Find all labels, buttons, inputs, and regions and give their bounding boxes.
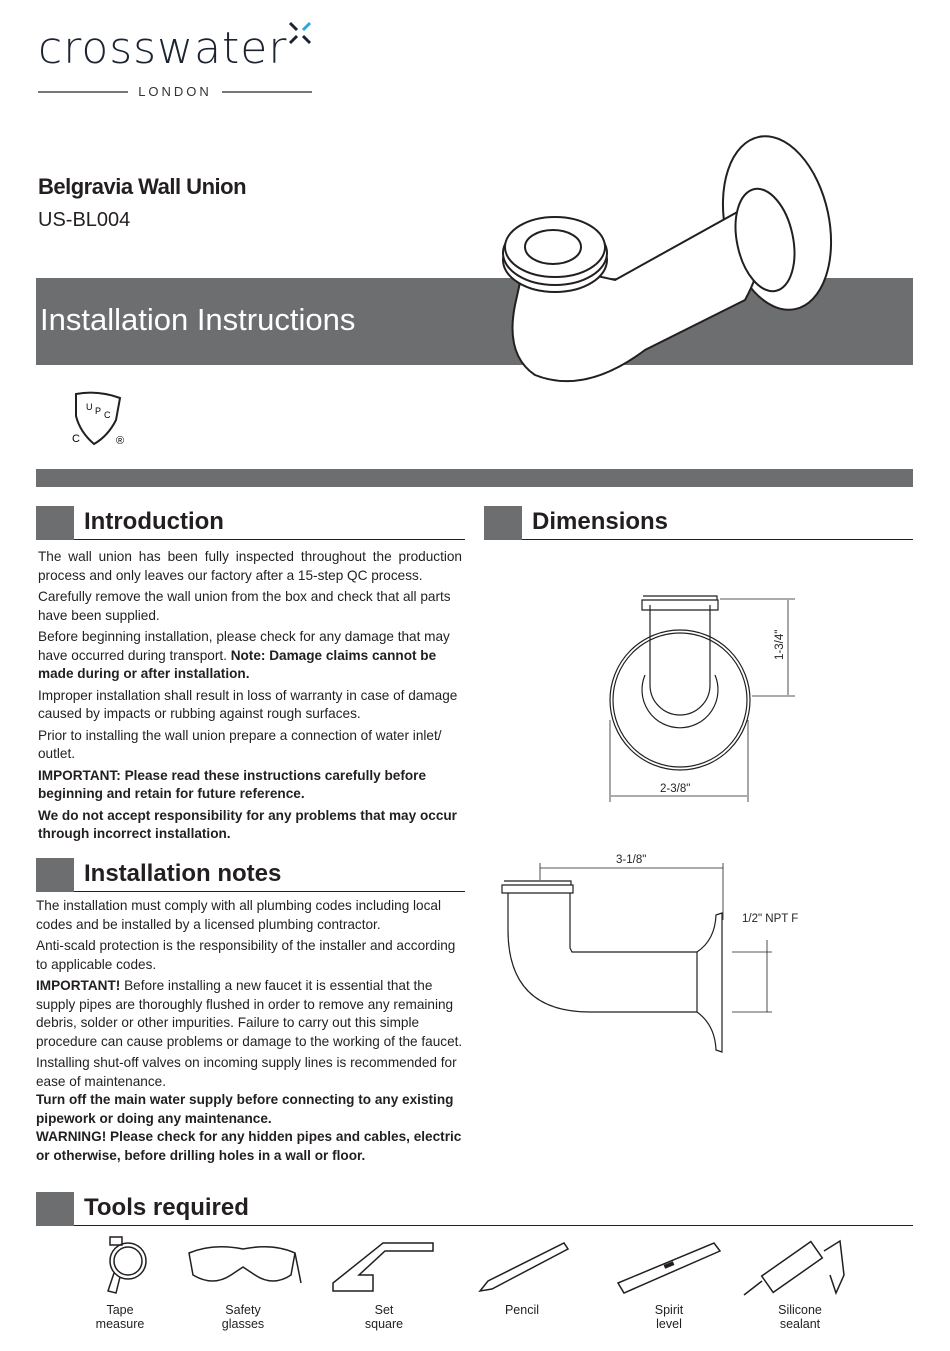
installation-notes-text: The installation must comply with all plumbing codes including local codes and be installed by a licensed plumbing contractor. Anti-scald protection is the responsibility of the installer and according to applicable codes. IMPORTANT! Before installing a new faucet it is essential that the supply pipes are thoroughly flushed in order to remove any remaining debris, solder or other impurities. Failure to carry out this simple procedure can cause problems or damage to the working of the faucet. Installing shut-off valves on incoming supply lines is recommended for ease of maintenance. Turn off the main water supply before connecting to any existing pipework or doing any maintenance. WARNING! Please check for any hidden pipes and cables, electric or otherwise, before drilling holes in a wall or floor. <box>36 898 463 1163</box>
silicone-gun-icon <box>740 1235 860 1299</box>
banner-title: Installation Instructions <box>40 302 356 337</box>
product-code: US-BL004 <box>38 209 131 231</box>
svg-text:1/2" NPT F: 1/2" NPT F <box>742 913 799 925</box>
brand-logo: crosswater <box>38 23 288 74</box>
spirit-level-icon <box>614 1235 724 1299</box>
pencil-icon <box>472 1235 572 1299</box>
safety-glasses-icon <box>183 1235 303 1299</box>
svg-text:P: P <box>95 406 102 416</box>
divider-bar <box>36 469 913 487</box>
tool-set-square: Set square <box>324 1235 444 1331</box>
section-header-introduction: Introduction <box>36 506 465 540</box>
svg-text:C: C <box>72 433 80 445</box>
introduction-text: The wall union has been fully inspected throughout the production process and only leaves our factory after a 15-step QC process. Carefully remove the wall union from the box and check that all parts have been supplied. Before beginning installation, please check for any damage that may have occurred during transport. Note: Damage claims cannot be made during or after installation. Improper installation shall result in loss of warranty in case of damage caused by impacts or rubbing against rough surfaces. Prior to installing the wall union prepare a connection of water inlet/ outlet. IMPORTANT: Please read these instructions carefully before beginning and retain for future reference. We do not accept responsibility for any problems that may occur through incorrect installation. <box>38 549 462 841</box>
product-name: Belgravia Wall Union <box>38 174 247 199</box>
tool-silicone-sealant: Silicone sealant <box>740 1235 860 1331</box>
section-header-tools-required: Tools required <box>36 1192 913 1226</box>
tool-pencil: Pencil <box>462 1235 582 1317</box>
tape-measure-icon <box>80 1235 160 1299</box>
set-square-icon <box>329 1235 439 1299</box>
dimension-drawing <box>480 580 810 1060</box>
logo-subtitle: LONDON <box>38 84 312 99</box>
upc-certification-logo <box>68 388 132 448</box>
svg-text:®: ® <box>116 435 125 447</box>
product-illustration <box>495 135 845 400</box>
svg-text:3-1/8": 3-1/8" <box>616 854 647 866</box>
section-header-installation-notes: Installation notes <box>36 858 465 892</box>
svg-text:U: U <box>86 402 93 412</box>
svg-text:2-3/8": 2-3/8" <box>660 783 691 795</box>
logo-x-icon <box>287 20 313 46</box>
svg-text:1-3/4": 1-3/4" <box>774 629 786 660</box>
svg-text:C: C <box>104 410 111 420</box>
section-header-dimensions: Dimensions <box>484 506 913 540</box>
tool-tape-measure: Tape measure <box>60 1235 180 1331</box>
tool-spirit-level: Spirit level <box>609 1235 729 1331</box>
tool-safety-glasses: Safety glasses <box>183 1235 303 1331</box>
